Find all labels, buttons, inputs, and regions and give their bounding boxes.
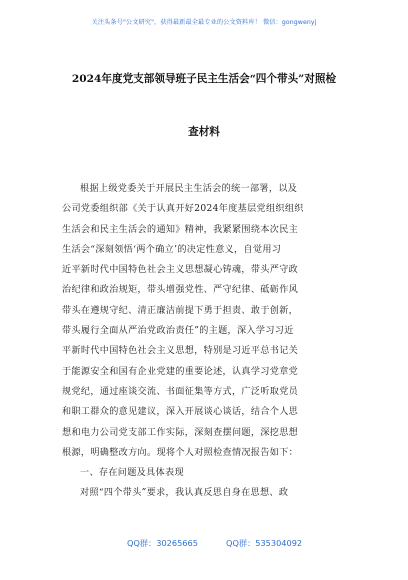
footer-qq-group-1: QQ群：30265665	[127, 538, 198, 548]
body-line: 生活会“深刻领悟‘两个确立’的决定性意义，自觉用习	[62, 244, 282, 255]
body-line: 平新时代中国特色社会主义思想，特别是习近平总书记关	[62, 346, 299, 357]
body-line: 生活会和民主生活会的通知》精神，我紧紧围绕本次民主	[62, 224, 299, 235]
body-line: 带头在遵规守纪、清正廉洁前提下勇于担责、敢于创新，	[62, 305, 299, 316]
body-line: 想和电力公司党支部工作实际，深刻查摆问题，深挖思想	[62, 427, 299, 438]
body-line: 和职工群众的意见建议，深入开展谈心谈话，结合个人思	[62, 407, 299, 418]
body-line: 近平新时代中国特色社会主义思想凝心铸魂，带头严守政	[62, 265, 299, 276]
body-line: 带头履行全面从严治党政治责任”的主题，深入学习习近	[62, 326, 294, 337]
document-body	[62, 179, 358, 504]
body-line: 公司党委组织部《关于认真开好2024年度基层党组织组织	[62, 204, 304, 215]
body-line: 根据上级党委关于开展民主生活会的统一部署，以及	[80, 184, 298, 194]
header-note: 关注头条号"公文研究"，获得最新最全最专业的公文资料库！ 微信：gongwenyj	[91, 19, 317, 26]
body-line: 治纪律和政治规矩，带头增强党性、严守纪律、砥砺作风	[62, 285, 299, 296]
footer	[0, 538, 408, 550]
footer-qq-group-2: QQ群：535304092	[226, 538, 303, 548]
body-line: 根源，明确整改方向。现将个人对照检查情况报告如下：	[62, 447, 299, 458]
body-line: 规党纪，通过座谈交流、书面征集等方式，广泛听取党员	[62, 386, 299, 397]
document-title-line-1: 2024年度党支部领导班子民主生活会“四个带头”对照检	[71, 73, 337, 85]
document-title-line-2: 查材料	[188, 126, 220, 138]
section-heading: 一、存在问题及具体表现	[80, 468, 184, 479]
body-line: 于能源安全和国有企业党建的重要论述，认真学习党章党	[62, 366, 299, 377]
body-line: 对照“四个带头”要求，我认真反思自身在思想、政	[80, 488, 289, 499]
